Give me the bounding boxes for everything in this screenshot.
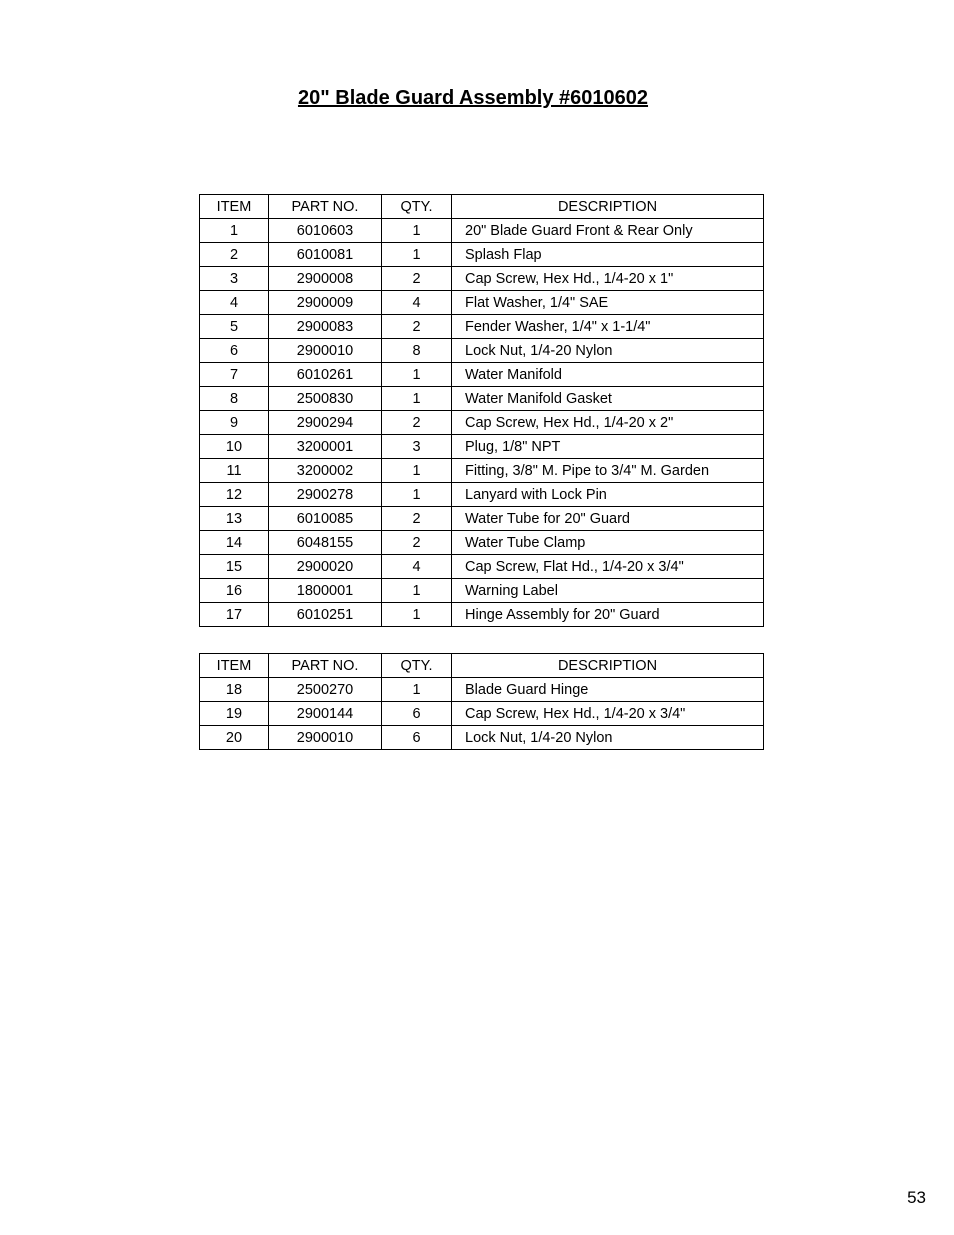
cell-item: 18	[200, 678, 269, 702]
cell-item: 19	[200, 702, 269, 726]
table-header-row	[200, 654, 764, 678]
table-row	[200, 435, 764, 459]
table-row	[200, 291, 764, 315]
cell-item: 8	[200, 387, 269, 411]
table-row	[200, 243, 764, 267]
cell-description: Plug, 1/8" NPT	[452, 435, 764, 459]
cell-description: Lock Nut, 1/4-20 Nylon	[452, 339, 764, 363]
cell-description: Cap Screw, Hex Hd., 1/4-20 x 1"	[452, 267, 764, 291]
column-header-part-no: PART NO.	[269, 195, 382, 219]
cell-description: Water Tube Clamp	[452, 531, 764, 555]
cell-description: Blade Guard Hinge	[452, 678, 764, 702]
cell-qty: 1	[382, 483, 452, 507]
cell-item: 3	[200, 267, 269, 291]
cell-qty: 6	[382, 702, 452, 726]
table-row	[200, 483, 764, 507]
cell-part-no: 6010081	[269, 243, 382, 267]
cell-part-no: 2900010	[269, 726, 382, 750]
cell-qty: 1	[382, 678, 452, 702]
cell-part-no: 6010603	[269, 219, 382, 243]
cell-item: 5	[200, 315, 269, 339]
cell-qty: 2	[382, 411, 452, 435]
table-row	[200, 603, 764, 627]
cell-qty: 8	[382, 339, 452, 363]
cell-part-no: 3200002	[269, 459, 382, 483]
cell-qty: 3	[382, 435, 452, 459]
cell-qty: 1	[382, 603, 452, 627]
cell-part-no: 2900010	[269, 339, 382, 363]
cell-item: 7	[200, 363, 269, 387]
cell-part-no: 2900294	[269, 411, 382, 435]
cell-description: Splash Flap	[452, 243, 764, 267]
page-title: 20" Blade Guard Assembly #6010602	[297, 87, 649, 109]
table-row	[200, 579, 764, 603]
table-row	[200, 555, 764, 579]
table-row	[200, 387, 764, 411]
cell-part-no: 2500830	[269, 387, 382, 411]
cell-qty: 2	[382, 507, 452, 531]
table-row	[200, 531, 764, 555]
cell-item: 14	[200, 531, 269, 555]
cell-description: Flat Washer, 1/4" SAE	[452, 291, 764, 315]
cell-item: 10	[200, 435, 269, 459]
table-row	[200, 726, 764, 750]
cell-part-no: 2900009	[269, 291, 382, 315]
cell-description: Water Manifold Gasket	[452, 387, 764, 411]
cell-item: 6	[200, 339, 269, 363]
cell-qty: 1	[382, 579, 452, 603]
table-row	[200, 507, 764, 531]
cell-description: Fender Washer, 1/4" x 1-1/4"	[452, 315, 764, 339]
table-row	[200, 363, 764, 387]
cell-part-no: 1800001	[269, 579, 382, 603]
cell-part-no: 2900020	[269, 555, 382, 579]
cell-item: 11	[200, 459, 269, 483]
table-row	[200, 339, 764, 363]
cell-item: 17	[200, 603, 269, 627]
cell-item: 12	[200, 483, 269, 507]
cell-description: Cap Screw, Hex Hd., 1/4-20 x 3/4"	[452, 702, 764, 726]
cell-description: Fitting, 3/8" M. Pipe to 3/4" M. Garden	[452, 459, 764, 483]
cell-item: 2	[200, 243, 269, 267]
page-number: 53	[907, 1188, 926, 1207]
table-row	[200, 411, 764, 435]
cell-part-no: 3200001	[269, 435, 382, 459]
cell-description: Lock Nut, 1/4-20 Nylon	[452, 726, 764, 750]
cell-part-no: 6010261	[269, 363, 382, 387]
cell-qty: 1	[382, 363, 452, 387]
column-header-part-no: PART NO.	[269, 654, 382, 678]
cell-qty: 2	[382, 267, 452, 291]
table-row	[200, 702, 764, 726]
cell-part-no: 6010251	[269, 603, 382, 627]
cell-description: Lanyard with Lock Pin	[452, 483, 764, 507]
cell-qty: 2	[382, 531, 452, 555]
cell-item: 9	[200, 411, 269, 435]
cell-part-no: 2500270	[269, 678, 382, 702]
cell-description: Cap Screw, Flat Hd., 1/4-20 x 3/4"	[452, 555, 764, 579]
table-row	[200, 219, 764, 243]
cell-qty: 1	[382, 387, 452, 411]
cell-item: 20	[200, 726, 269, 750]
cell-item: 16	[200, 579, 269, 603]
cell-item: 4	[200, 291, 269, 315]
cell-description: Cap Screw, Hex Hd., 1/4-20 x 2"	[452, 411, 764, 435]
cell-item: 13	[200, 507, 269, 531]
table-row	[200, 678, 764, 702]
table-row	[200, 459, 764, 483]
cell-part-no: 2900144	[269, 702, 382, 726]
cell-description: Water Tube for 20" Guard	[452, 507, 764, 531]
cell-part-no: 2900008	[269, 267, 382, 291]
cell-qty: 1	[382, 459, 452, 483]
cell-part-no: 6048155	[269, 531, 382, 555]
column-header-qty: QTY.	[382, 195, 452, 219]
cell-qty: 1	[382, 243, 452, 267]
column-header-qty: QTY.	[382, 654, 452, 678]
cell-qty: 1	[382, 219, 452, 243]
cell-description: 20" Blade Guard Front & Rear Only	[452, 219, 764, 243]
cell-description: Warning Label	[452, 579, 764, 603]
cell-item: 1	[200, 219, 269, 243]
cell-part-no: 2900083	[269, 315, 382, 339]
cell-description: Hinge Assembly for 20" Guard	[452, 603, 764, 627]
column-header-item: ITEM	[200, 195, 269, 219]
table-row	[200, 267, 764, 291]
cell-part-no: 2900278	[269, 483, 382, 507]
cell-qty: 4	[382, 555, 452, 579]
cell-description: Water Manifold	[452, 363, 764, 387]
parts-table-main	[199, 194, 764, 627]
parts-table-hinge	[199, 653, 764, 750]
cell-part-no: 6010085	[269, 507, 382, 531]
cell-qty: 6	[382, 726, 452, 750]
cell-item: 15	[200, 555, 269, 579]
cell-qty: 2	[382, 315, 452, 339]
column-header-item: ITEM	[200, 654, 269, 678]
table-row	[200, 315, 764, 339]
column-header-description: DESCRIPTION	[452, 654, 764, 678]
column-header-description: DESCRIPTION	[452, 195, 764, 219]
cell-qty: 4	[382, 291, 452, 315]
table-header-row	[200, 195, 764, 219]
